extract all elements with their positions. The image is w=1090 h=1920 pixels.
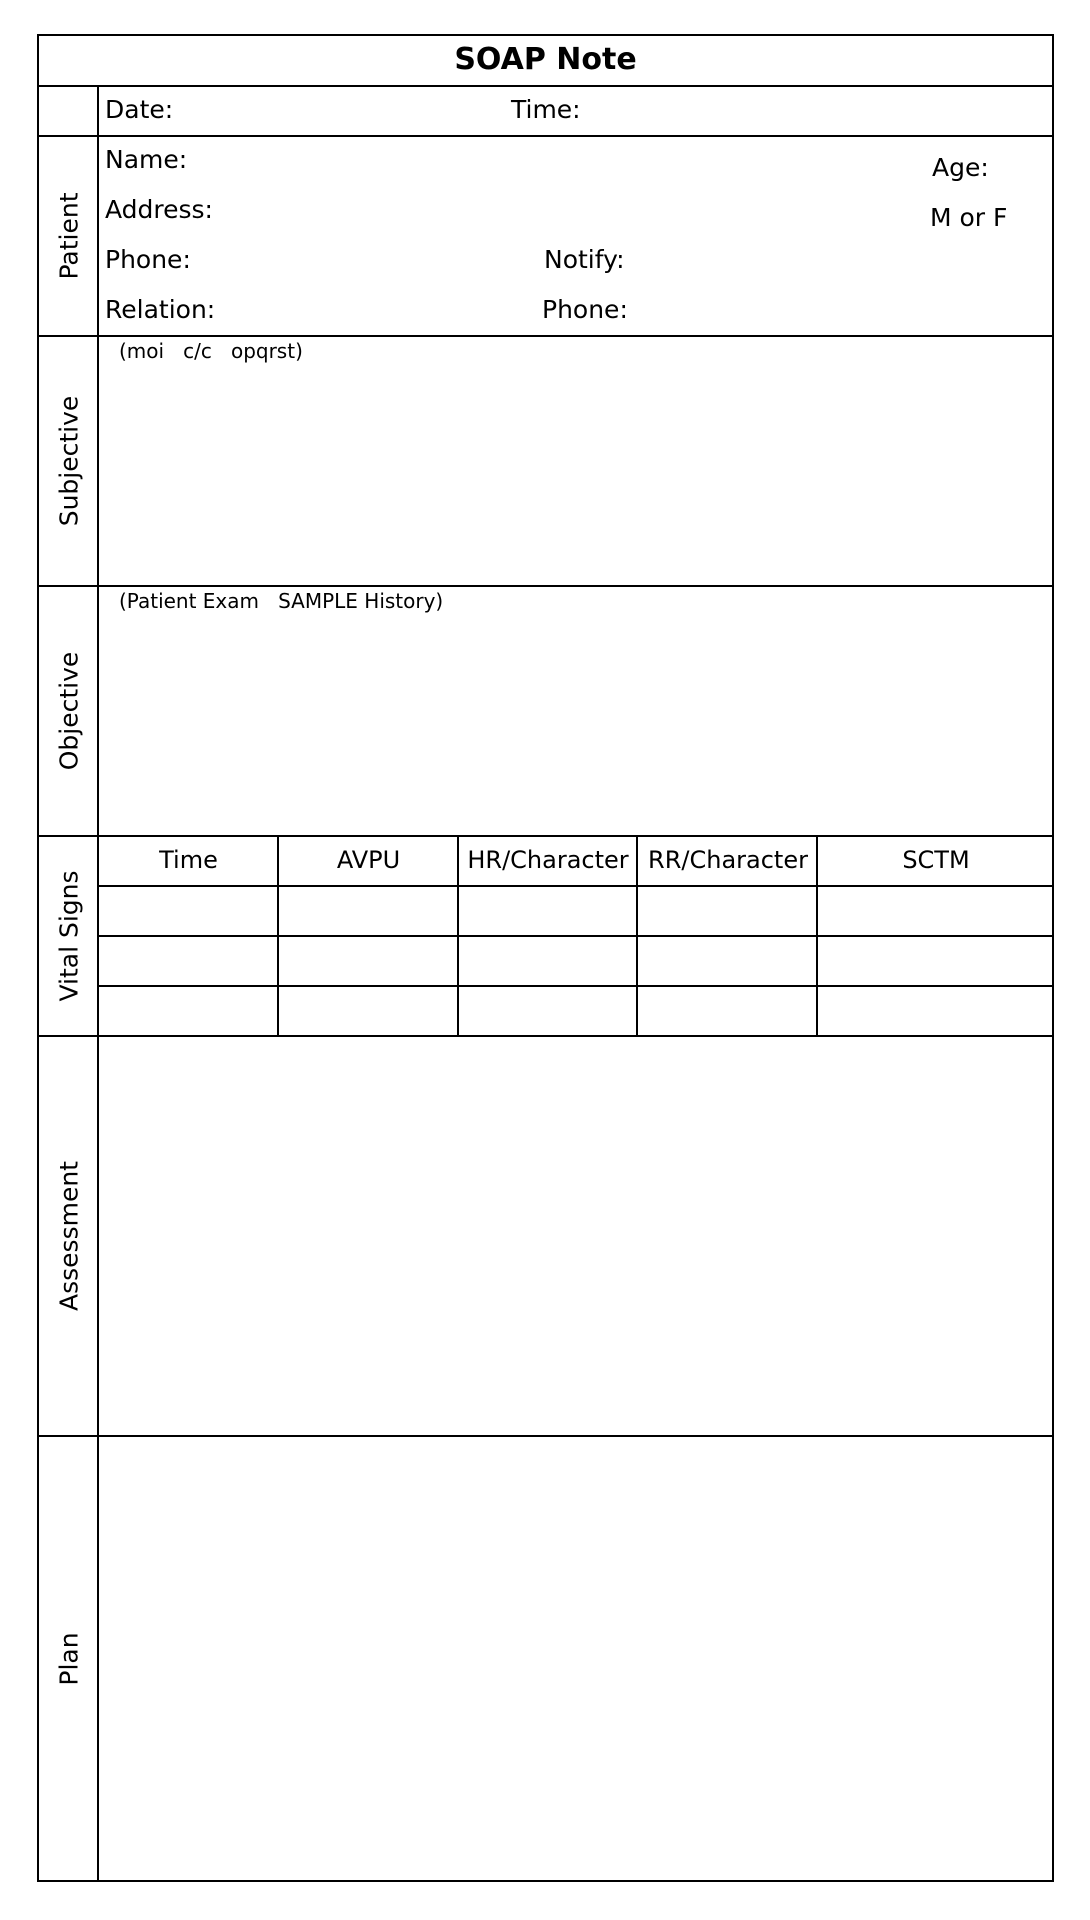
vital-signs-table (99, 836, 1054, 1035)
subjective-section-label: Subjective (54, 395, 84, 526)
plan-section-label: Plan (54, 1632, 84, 1686)
phone-field[interactable]: Phone: (105, 245, 191, 274)
title-divider (39, 85, 1052, 87)
vitals-row[interactable] (99, 987, 1054, 1035)
name-field[interactable]: Name: (105, 145, 188, 174)
assessment-input-area[interactable] (99, 1037, 1052, 1434)
notify-phone-field[interactable]: Phone: (542, 295, 628, 324)
age-field[interactable]: Age: (932, 153, 989, 182)
date-row-divider (39, 135, 1052, 137)
patient-section-label: Patient (54, 191, 84, 280)
objective-section-label: Objective (54, 651, 84, 770)
vitals-row[interactable] (99, 937, 1054, 985)
vitals-row[interactable] (99, 887, 1054, 935)
vitals-header-rr: RR/Character (648, 846, 808, 874)
date-field[interactable]: Date: (105, 95, 174, 124)
vital-signs-section-label: Vital Signs (54, 869, 84, 1002)
vitals-header-avpu: AVPU (336, 846, 401, 874)
subjective-hint: (moi c/c opqrst) (119, 339, 303, 363)
subjective-input-area[interactable] (99, 337, 1052, 584)
objective-hint: (Patient Exam SAMPLE History) (119, 589, 444, 613)
soap-note-form (37, 34, 1054, 1882)
relation-field[interactable]: Relation: (105, 295, 216, 324)
vitals-header-hr: HR/Character (467, 846, 629, 874)
vitals-header-sctm: SCTM (902, 846, 970, 874)
form-title: SOAP Note (454, 42, 637, 77)
time-field[interactable]: Time: (511, 95, 581, 124)
vitals-header-time: Time (159, 846, 218, 874)
sex-field[interactable]: M or F (930, 203, 1008, 232)
notify-field[interactable]: Notify: (544, 245, 625, 274)
plan-input-area[interactable] (99, 1437, 1052, 1881)
address-field[interactable]: Address: (105, 195, 213, 224)
assessment-section-label: Assessment (54, 1160, 84, 1311)
objective-input-area[interactable] (99, 587, 1052, 834)
